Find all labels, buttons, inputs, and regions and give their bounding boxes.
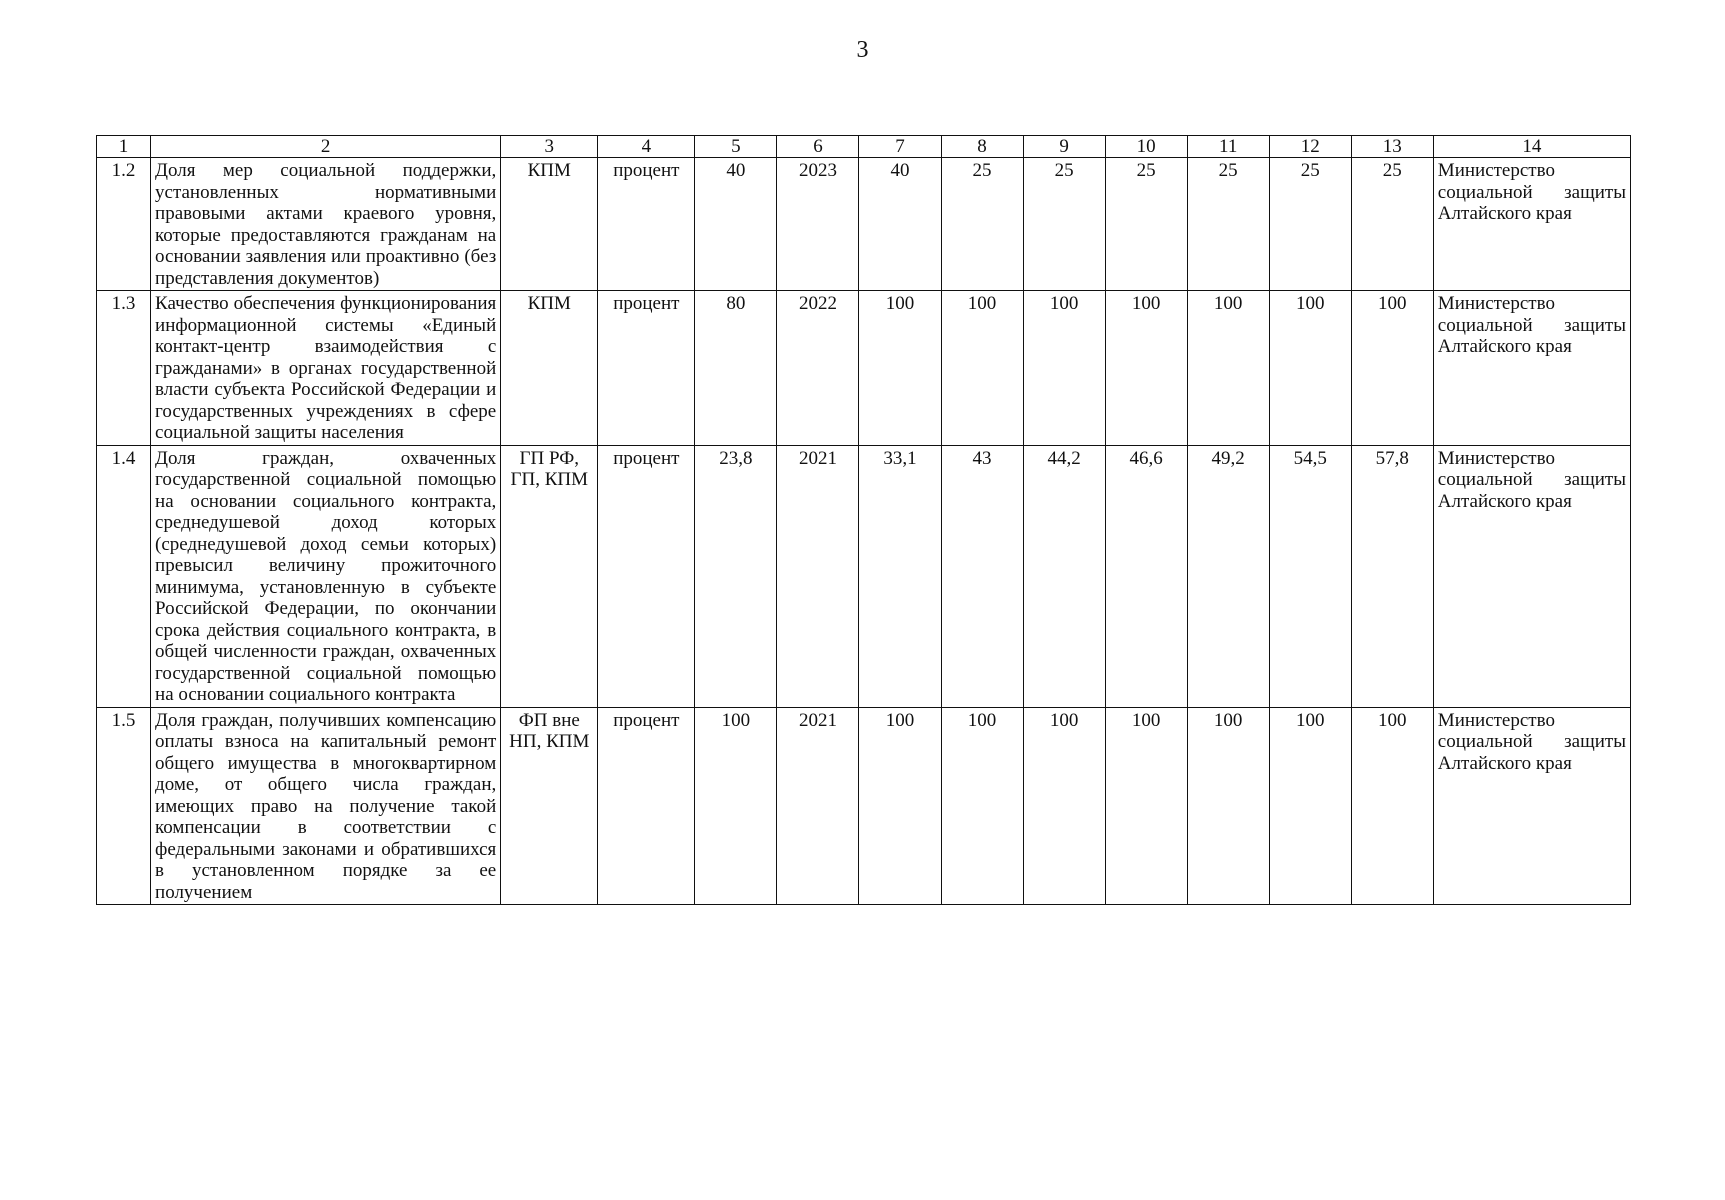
column-header: 4 bbox=[598, 136, 695, 158]
base-year: 2022 bbox=[777, 291, 859, 446]
value-cell: 100 bbox=[859, 291, 941, 446]
value-cell: 100 bbox=[1023, 291, 1105, 446]
base-year: 2023 bbox=[777, 158, 859, 291]
column-header: 7 bbox=[859, 136, 941, 158]
value-cell: 100 bbox=[1351, 707, 1433, 905]
value-cell: 25 bbox=[1187, 158, 1269, 291]
value-cell: 54,5 bbox=[1269, 445, 1351, 707]
column-header: 3 bbox=[501, 136, 598, 158]
column-header: 6 bbox=[777, 136, 859, 158]
column-header: 12 bbox=[1269, 136, 1351, 158]
value-cell: 100 bbox=[1269, 291, 1351, 446]
column-header: 11 bbox=[1187, 136, 1269, 158]
value-cell: 100 bbox=[941, 291, 1023, 446]
base-value: 100 bbox=[695, 707, 777, 905]
table-row bbox=[97, 291, 1631, 446]
column-header: 14 bbox=[1433, 136, 1630, 158]
unit: процент bbox=[598, 291, 695, 446]
indicator-source: КПМ bbox=[501, 158, 598, 291]
column-header: 10 bbox=[1105, 136, 1187, 158]
row-number: 1.4 bbox=[97, 445, 151, 707]
value-cell: 100 bbox=[1105, 707, 1187, 905]
column-header: 8 bbox=[941, 136, 1023, 158]
value-cell: 25 bbox=[1351, 158, 1433, 291]
responsible-body: Министерство социальной защиты Алтайского края bbox=[1433, 158, 1630, 291]
header-row bbox=[97, 136, 1631, 158]
row-number: 1.3 bbox=[97, 291, 151, 446]
value-cell: 33,1 bbox=[859, 445, 941, 707]
responsible-body: Министерство социальной защиты Алтайского края bbox=[1433, 291, 1630, 446]
base-value: 23,8 bbox=[695, 445, 777, 707]
value-cell: 49,2 bbox=[1187, 445, 1269, 707]
value-cell: 100 bbox=[1187, 291, 1269, 446]
value-cell: 25 bbox=[1269, 158, 1351, 291]
indicator-name: Доля мер социальной поддержки, установленных нормативными правовыми актами краевого уровня, которые предоставляются гражданам на основании заявления или проактивно (без представления документов) bbox=[151, 158, 501, 291]
table-row bbox=[97, 707, 1631, 905]
unit: процент bbox=[598, 445, 695, 707]
base-year: 2021 bbox=[777, 707, 859, 905]
indicators-table bbox=[96, 135, 1631, 905]
indicator-name: Доля граждан, получивших компенсацию оплаты взноса на капитальный ремонт общего имущества в многоквартирном доме, от общего числа граждан, имеющих право на получение такой компенсации в соответствии с федеральными законами и обратившихся в установленном порядке за ее получением bbox=[151, 707, 501, 905]
column-header: 9 bbox=[1023, 136, 1105, 158]
value-cell: 100 bbox=[1023, 707, 1105, 905]
value-cell: 57,8 bbox=[1351, 445, 1433, 707]
value-cell: 100 bbox=[1105, 291, 1187, 446]
table-row bbox=[97, 158, 1631, 291]
table-row bbox=[97, 445, 1631, 707]
indicator-source: ФП вне НП, КПМ bbox=[501, 707, 598, 905]
value-cell: 100 bbox=[1351, 291, 1433, 446]
value-cell: 43 bbox=[941, 445, 1023, 707]
value-cell: 46,6 bbox=[1105, 445, 1187, 707]
column-header: 2 bbox=[151, 136, 501, 158]
value-cell: 25 bbox=[1105, 158, 1187, 291]
indicator-source: ГП РФ, ГП, КПМ bbox=[501, 445, 598, 707]
column-header: 13 bbox=[1351, 136, 1433, 158]
row-number: 1.2 bbox=[97, 158, 151, 291]
value-cell: 100 bbox=[1187, 707, 1269, 905]
responsible-body: Министерство социальной защиты Алтайского края bbox=[1433, 445, 1630, 707]
indicator-source: КПМ bbox=[501, 291, 598, 446]
value-cell: 100 bbox=[859, 707, 941, 905]
indicator-name: Качество обеспечения функционирования информационной системы «Единый контакт-центр взаимодействия с гражданами» в органах государственной власти субъекта Российской Федерации и государственных учреждениях в сфере социальной защиты населения bbox=[151, 291, 501, 446]
unit: процент bbox=[598, 158, 695, 291]
value-cell: 25 bbox=[1023, 158, 1105, 291]
unit: процент bbox=[598, 707, 695, 905]
indicator-name: Доля граждан, охваченных государственной социальной помощью на основании социального контракта, среднедушевой доход которых (среднедушевой доход семьи которых) превысил величину прожиточного минимума, установленную в субъекте Российской Федерации, по окончании срока действия социального контракта, в общей численности граждан, охваченных государственной социальной помощью на основании социального контракта bbox=[151, 445, 501, 707]
page-number: 3 bbox=[856, 37, 869, 63]
base-year: 2021 bbox=[777, 445, 859, 707]
responsible-body: Министерство социальной защиты Алтайского края bbox=[1433, 707, 1630, 905]
base-value: 80 bbox=[695, 291, 777, 446]
row-number: 1.5 bbox=[97, 707, 151, 905]
value-cell: 40 bbox=[859, 158, 941, 291]
value-cell: 100 bbox=[1269, 707, 1351, 905]
value-cell: 25 bbox=[941, 158, 1023, 291]
base-value: 40 bbox=[695, 158, 777, 291]
value-cell: 44,2 bbox=[1023, 445, 1105, 707]
column-header: 5 bbox=[695, 136, 777, 158]
value-cell: 100 bbox=[941, 707, 1023, 905]
column-header: 1 bbox=[97, 136, 151, 158]
